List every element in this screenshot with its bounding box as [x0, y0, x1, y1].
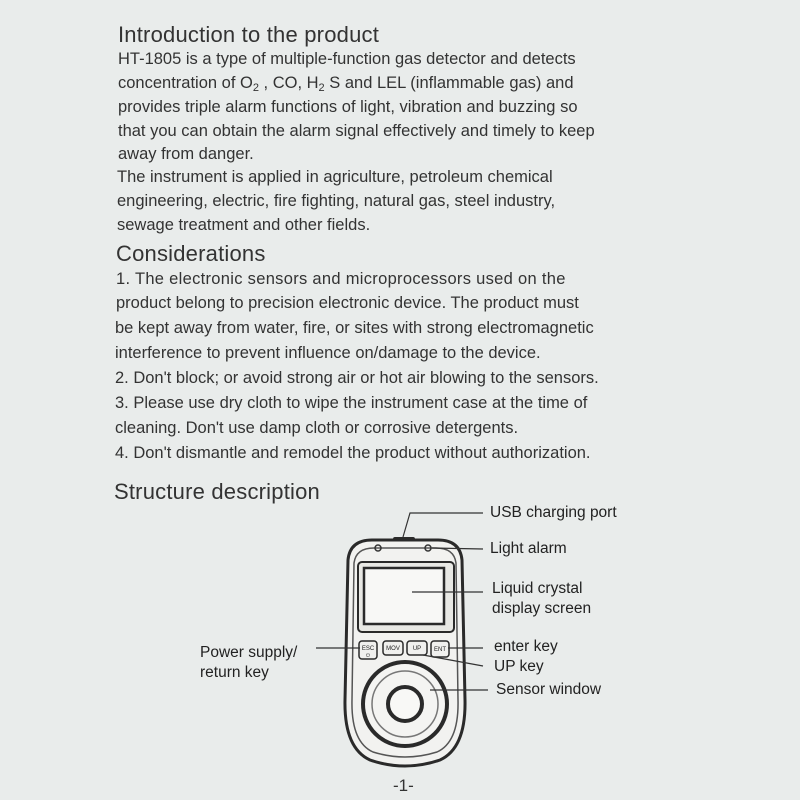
consideration-line-3: be kept away from water, fire, or sites with strong electromagnetic [115, 319, 594, 337]
consideration-line-1: 1. The electronic sensors and microprocessors used on the [116, 270, 566, 288]
up-label: UP [412, 646, 422, 652]
label-light-alarm: Light alarm [490, 540, 567, 557]
considerations-heading: Considerations [116, 241, 266, 266]
structure-heading: Structure description [114, 479, 320, 504]
intro-heading: Introduction to the product [118, 22, 380, 47]
consideration-line-2: product belong to precision electronic device. The product must [116, 294, 579, 312]
label-sensor-window: Sensor window [496, 681, 602, 698]
mov-label: MOV [386, 646, 400, 652]
intro-line-4: that you can obtain the alarm signal effectively and timely to keep [118, 122, 595, 140]
consideration-line-4: interference to prevent influence on/damage to the device. [115, 344, 541, 362]
consideration-line-6: 3. Please use dry cloth to wipe the instrument case at the time of [115, 394, 588, 412]
intro-line-3: provides triple alarm functions of light, vibration and buzzing so [118, 98, 578, 116]
sensor-window [388, 687, 422, 721]
label-lcd-2: display screen [492, 600, 592, 617]
label-power-2: return key [200, 664, 269, 681]
consideration-line-7: cleaning. Don't use damp cloth or corrosive detergents. [115, 419, 519, 437]
lcd-screen [364, 568, 444, 624]
consideration-line-5: 2. Don't block; or avoid strong air or hot air blowing to the sensors. [115, 369, 599, 387]
svg-text:⏻: ⏻ [366, 653, 370, 659]
intro-line-8: sewage treatment and other fields. [117, 216, 371, 234]
intro-line-7: engineering, electric, fire fighting, natural gas, steel industry, [117, 192, 556, 210]
label-usb-port: USB charging port [490, 504, 617, 521]
intro-line-2: concentration of $O_2$ , CO, $H_2$ S and LEL (inflammable gas) and [118, 74, 574, 94]
consideration-line-8: 4. Don't dismantle and remodel the product without authorization. [115, 444, 591, 462]
label-power-1: Power supply/ [200, 644, 298, 661]
label-up-key: UP key [494, 658, 544, 675]
label-lcd-1: Liquid crystal [492, 580, 583, 597]
page-number: -1- [393, 776, 414, 795]
intro-line-5: away from danger. [118, 145, 254, 163]
intro-line-1: HT-1805 is a type of multiple-function gas detector and detects [118, 50, 576, 68]
ent-label: ENT [434, 647, 446, 653]
esc-label: ESC [361, 646, 375, 652]
label-enter-key: enter key [494, 638, 558, 655]
intro-line-6: The instrument is applied in agriculture, petroleum chemical [117, 168, 553, 186]
